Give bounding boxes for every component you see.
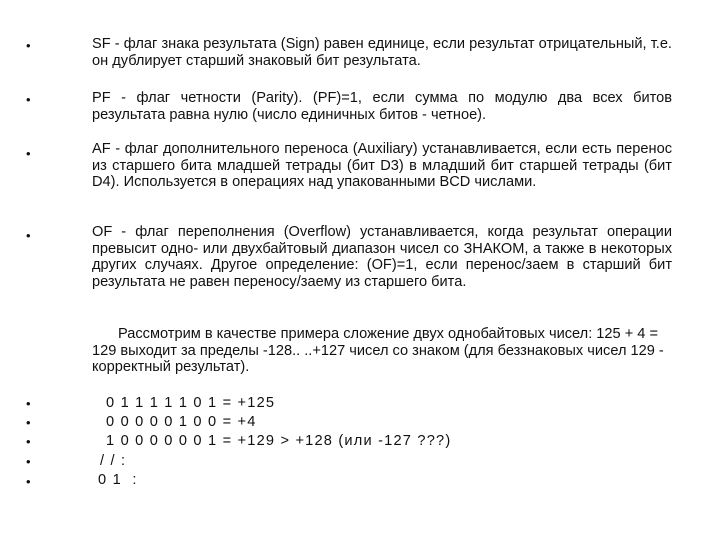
flag-pf-description: PF - флаг четности (Parity). (PF)=1, если сумма по модулю два всех битов результата равна нулю (число единичных битов - четное). — [92, 90, 672, 123]
bullet-marker: • — [26, 454, 31, 469]
bullet-marker: • — [26, 92, 31, 107]
bullet-marker: • — [26, 474, 31, 489]
bullet-marker: • — [26, 396, 31, 411]
example-intro — [92, 326, 674, 376]
bullet-marker: • — [26, 434, 31, 449]
bullet-marker: • — [26, 146, 31, 161]
calc-line-carries: / / : — [100, 453, 127, 469]
calc-line-125: 0 1 1 1 1 1 0 1 = +125 — [106, 395, 276, 411]
calc-line-4: 0 0 0 0 0 1 0 0 = +4 — [106, 414, 257, 430]
bullet-marker: • — [26, 228, 31, 243]
example-intro-text: Рассмотрим в качестве примера сложение двух однобайтовых чисел: 125 + 4 = 129 выходит за пределы -128.. ..+127 чисел со знаком (для беззнаковых чисел 129 - корректный результат). — [92, 326, 664, 375]
bullet-marker: • — [26, 415, 31, 430]
flag-of-description: OF - флаг переполнения (Overflow) устанавливается, когда результат операции превысит одно- или двухбайтовый диапазон чисел со ЗНАКОМ, а также в некоторых других случаях. Другое определение: (OF)=1, если перенос/заем в старший бит результата не равен переносу/заему из старшего бита. — [92, 224, 672, 290]
calc-line-carry-bits: 0 1 : — [98, 472, 138, 488]
bullet-marker: • — [26, 38, 31, 53]
flag-sf-description: SF - флаг знака результата (Sign) равен единице, если результат отрицательный, т.е. он дублирует старший знаковый бит результата. — [92, 36, 672, 69]
flag-af-description: AF - флаг дополнительного переноса (Auxiliary) устанавливается, если есть перенос из старшего бита младшей тетрады (бит D3) в младший бит старшей тетрады (бит D4). Используется в операциях над упакованными BCD числами. — [92, 141, 672, 190]
calc-line-129: 1 0 0 0 0 0 0 1 = +129 > +128 (или -127 ???) — [106, 433, 452, 449]
